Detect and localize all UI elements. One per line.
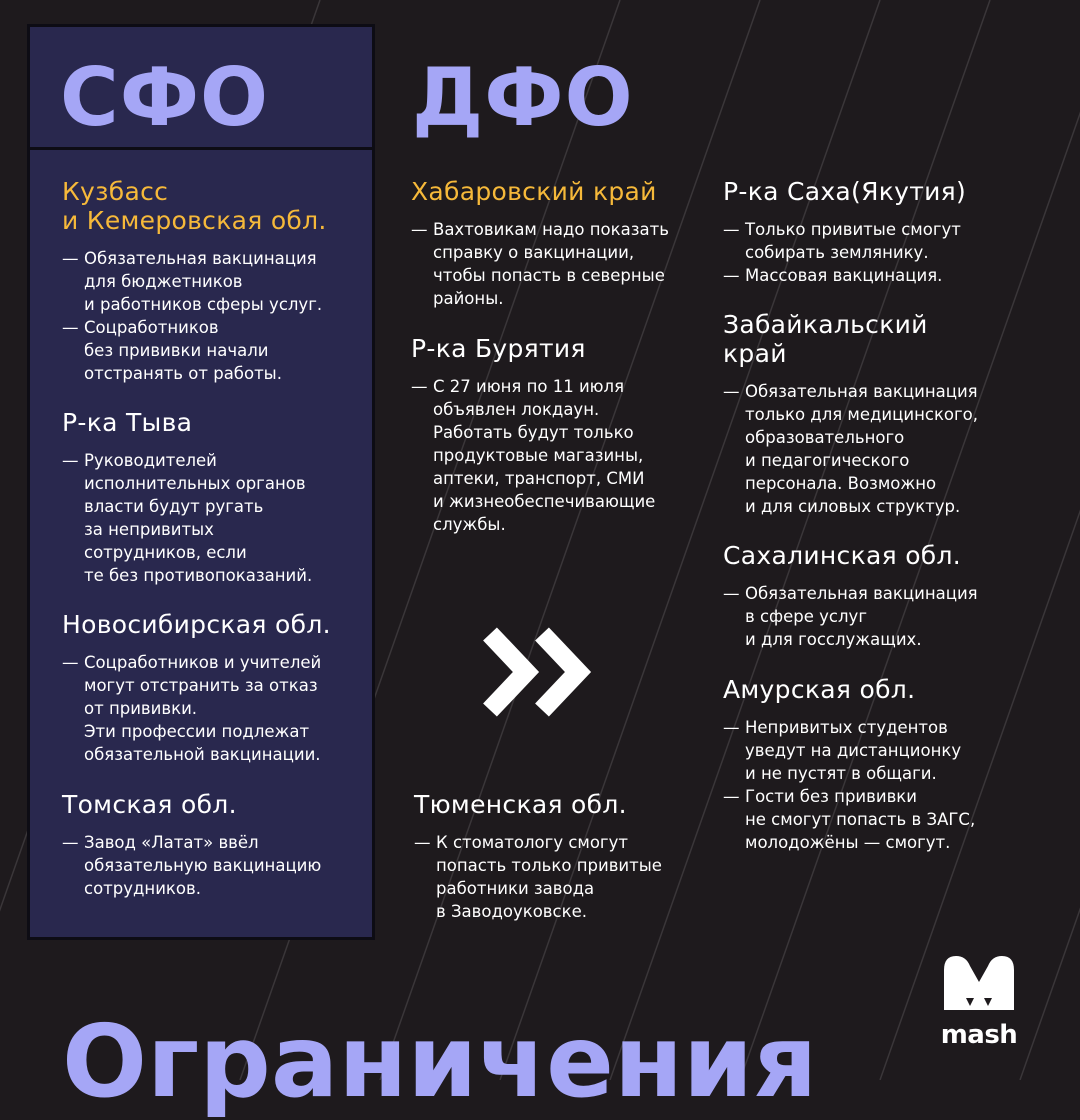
region-items [723, 582, 1043, 651]
mash-logo-text: mash [940, 1020, 1018, 1050]
region-item: — Обязательная вакцинация для бюджетников и работников сферы услуг. [62, 247, 372, 316]
region-tyumen [414, 790, 719, 923]
region-item: — Вахтовикам надо показать справку о вакцинации, чтобы попасть в северные районы. [411, 218, 716, 310]
region-zabaikalsky [723, 310, 1043, 518]
region-tomsk [62, 790, 372, 900]
region-items [62, 247, 372, 385]
region-heading: Новосибирская обл. [62, 610, 331, 639]
region-item: — Руководителей исполнительных органов власти будут ругать за непривитых сотрудников, если те без противопоказаний. [62, 449, 372, 587]
region-item: — Гости без прививки не смогут попасть в ЗАГС, молодожёны — смогут. [723, 785, 1043, 854]
region-items [411, 375, 716, 536]
sfo-title: СФО [60, 51, 270, 144]
region-items [62, 449, 372, 587]
region-item: — Завод «Латат» ввёл обязательную вакцинацию сотрудников. [62, 831, 372, 900]
mash-logo-icon [936, 952, 1022, 1014]
region-heading: Сахалинская обл. [723, 541, 962, 570]
region-sakhalin [723, 541, 1043, 651]
region-item: — Непривитых студентов уведут на дистанционку и не пустят в общаги. [723, 716, 1043, 785]
region-item: — Соцработников и учителей могут отстранить за отказ от прививки. Эти профессии подлежат обязательной вакцинации. [62, 651, 372, 766]
double-chevron-right-icon [478, 622, 598, 722]
bottom-title: Ограничения [62, 1003, 818, 1120]
region-heading: Р-ка Бурятия [411, 334, 586, 363]
region-novosibirsk [62, 610, 372, 766]
region-items [723, 716, 1043, 854]
region-heading: Р-ка Тыва [62, 408, 193, 437]
region-items [62, 831, 372, 900]
region-item: — Соцработников без прививки начали отстранять от работы. [62, 316, 372, 385]
region-item: — К стоматологу смогут попасть только привитые работники завода в Заводоуковске. [414, 831, 719, 923]
region-item: — Массовая вакцинация. [723, 264, 1043, 287]
region-heading: Р-ка Саха(Якутия) [723, 177, 967, 206]
region-heading: Амурская обл. [723, 675, 916, 704]
mash-logo [936, 952, 1022, 1048]
region-items [723, 218, 1043, 287]
dfo-title: ДФО [412, 51, 634, 144]
region-item: — С 27 июня по 11 июля объявлен локдаун. Работать будут только продуктовые магазины, аптеки, транспорт, СМИ и жизнеобеспечивающие службы. [411, 375, 716, 536]
region-heading: Хабаровский край [411, 177, 657, 206]
region-buryatia [411, 334, 716, 536]
region-items [411, 218, 716, 310]
region-item: — Обязательная вакцинация в сфере услуг и для госслужащих. [723, 582, 1043, 651]
region-sakha [723, 177, 1043, 287]
region-amur [723, 675, 1043, 854]
region-khabarovsk [411, 177, 716, 310]
region-tyva [62, 408, 372, 587]
sfo-panel-divider [30, 147, 372, 150]
region-kuzbass [62, 177, 372, 385]
region-items [414, 831, 719, 923]
region-heading: Томская обл. [62, 790, 237, 819]
region-item: — Только привитые смогут собирать землянику. [723, 218, 1043, 264]
region-heading: Забайкальский край [723, 310, 928, 368]
region-items [62, 651, 372, 766]
region-heading: Тюменская обл. [414, 790, 627, 819]
region-item: — Обязательная вакцинация только для медицинского, образовательного и педагогического персонала. Возможно и для силовых структур. [723, 380, 1043, 518]
region-items [723, 380, 1043, 518]
region-heading: Кузбасс и Кемеровская обл. [62, 177, 327, 235]
